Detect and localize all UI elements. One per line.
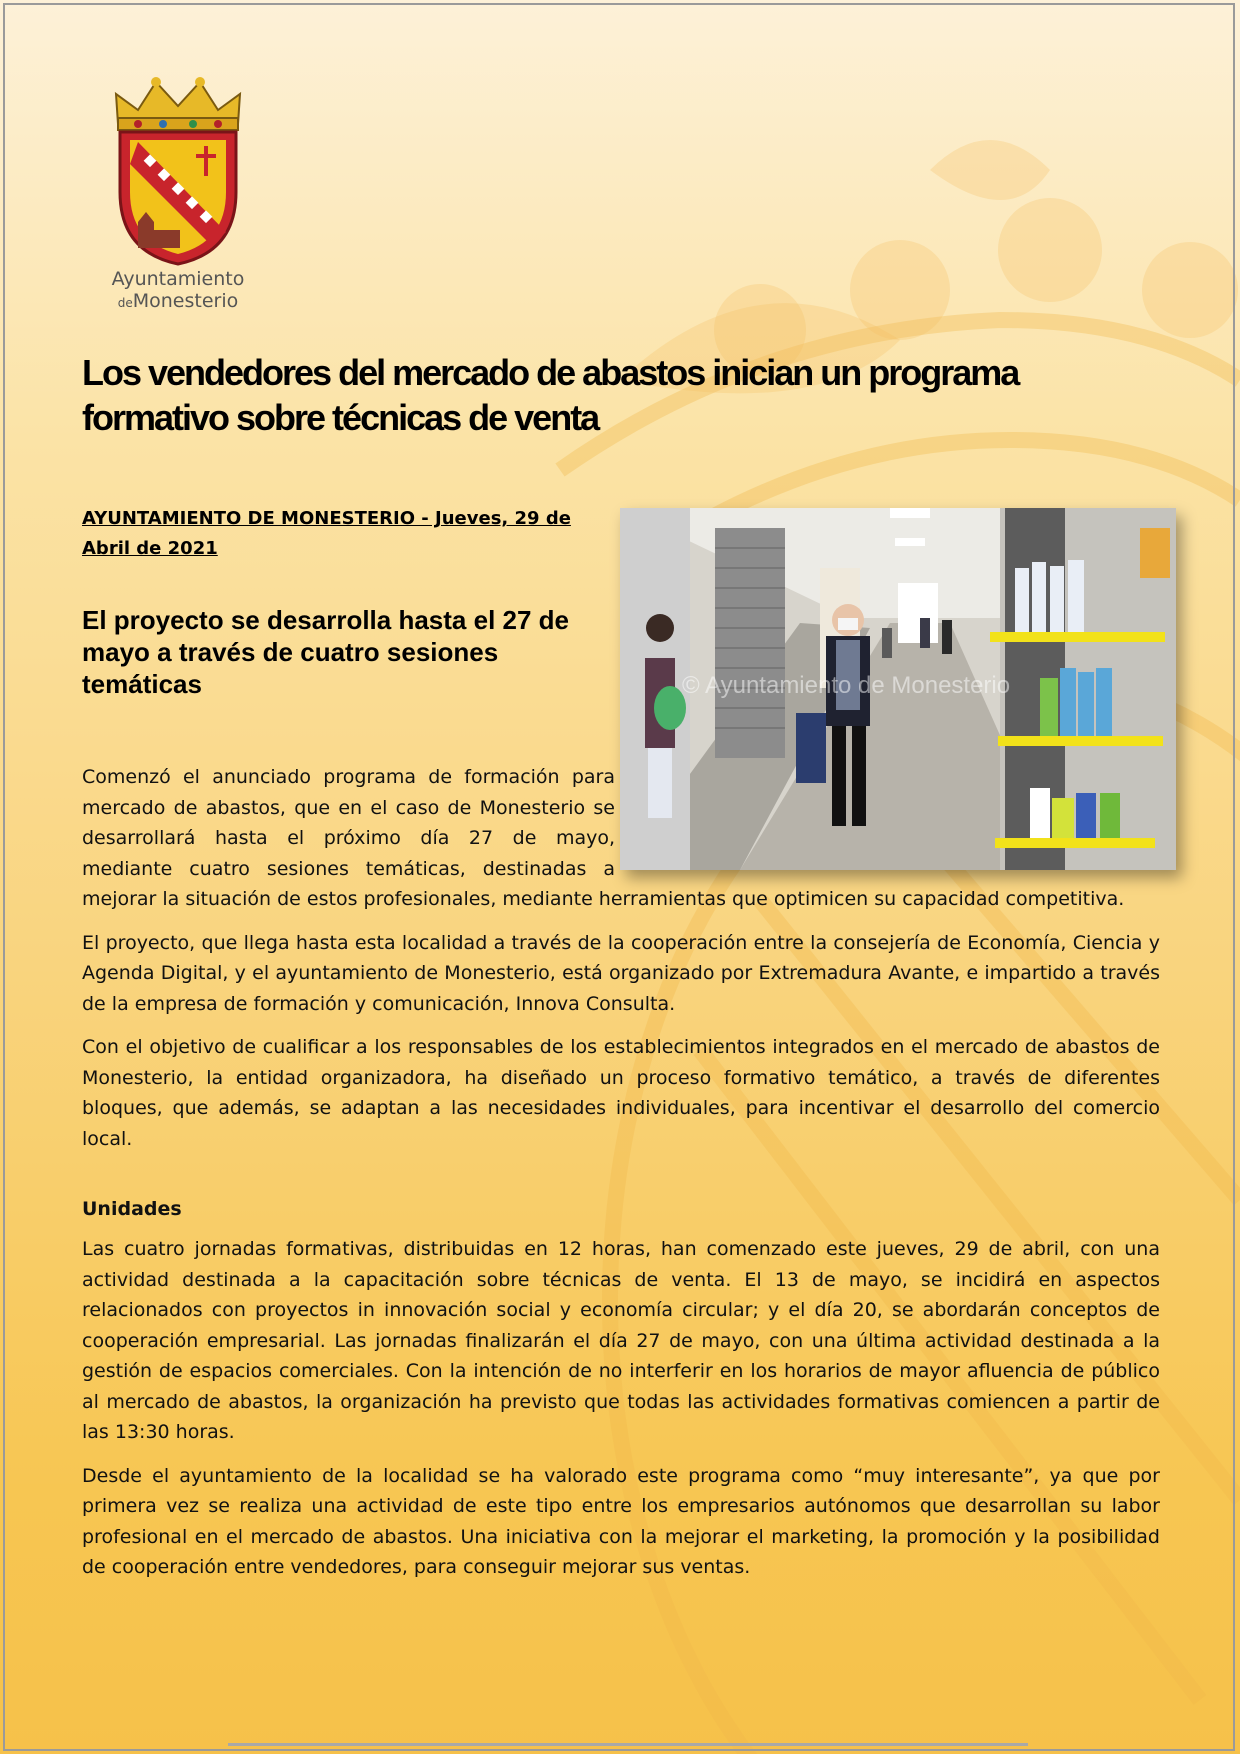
section-paragraph-2: Desde el ayuntamiento de la localidad se ha valorado este programa como “muy interesante”, ya que por primera vez se realiza una actividad de este tipo entre los empresarios autónomos que desarrollan su labor profesional en el mercado de abastos. Una iniciativa con la mejorar el marketing, la promoción y la posibilidad de cooperación entre vendedores, para conseguir mejorar sus ventas. bbox=[82, 1464, 1160, 1578]
coat-of-arms-icon bbox=[108, 72, 248, 268]
photo-spacer bbox=[615, 762, 1160, 870]
paragraph-2: El proyecto, que llega hasta esta localidad a través de la cooperación entre la consejería de Economía, Ciencia y Agenda Digital, y el ayuntamiento de Monesterio, está organizado por Extremadura Avante, e impartido a través de la empresa de formación y comunicación, Innova Consulta. bbox=[82, 931, 1160, 1015]
article-dateline: AYUNTAMIENTO DE MONESTERIO - Jueves, 29 de Abril de 2021 bbox=[82, 508, 571, 559]
paragraph-3: Con el objetivo de cualificar a los responsables de los establecimientos integrados en el mercado de abastos de Monesterio, la entidad organizadora, ha diseñado un proceso formativo temático, a través de diferentes bloques, que además, se adaptan a las necesidades individuales, para incentivar el desarrollo del comercio local. bbox=[82, 1036, 1160, 1150]
paragraph-1: Comenzó el anunciado programa de formación para mercado de abastos, que en el caso de Monesterio se desarrollará hasta el próximo día 27 de mayo, mediante cuatro sesiones temáticas, destinadas a mejorar la situación de estos profesionales, mediante herramientas que optimicen su capacidad competitiva. bbox=[82, 766, 1125, 910]
logo-line-2 bbox=[108, 290, 248, 314]
article-title: Los vendedores del mercado de abastos inician un programa formativo sobre técnicas de venta bbox=[82, 352, 1019, 438]
logo-caption bbox=[108, 268, 248, 314]
section-heading-unidades: Unidades bbox=[82, 1198, 182, 1220]
photo-watermark: © Ayuntamiento de Monesterio bbox=[682, 672, 1011, 699]
article-body bbox=[82, 762, 1160, 1596]
footer-rule bbox=[228, 1743, 1028, 1746]
logo-line-2-prefix: de bbox=[117, 296, 133, 310]
municipal-logo bbox=[108, 72, 248, 317]
logo-line-1: Ayuntamiento bbox=[111, 268, 245, 290]
section-paragraph-1: Las cuatro jornadas formativas, distribuidas en 12 horas, han comenzado este jueves, 29 de abril, con una actividad destinada a la capacitación sobre técnicas de venta. El 13 de mayo, se incidirá en aspectos relacionados con proyectos in innovación social y economía circular; y el día 20, se abordarán conceptos de cooperación empresarial. Las jornadas finalizarán el día 27 de mayo, con una última actividad destinada a la gestión de espacios comerciales. Con la intención de no interferir en los horarios de mayor afluencia de público al mercado de abastos, la organización ha previsto que todas las actividades formativas comiencen a partir de las 13:30 horas. bbox=[82, 1238, 1160, 1443]
article-subtitle: El proyecto se desarrolla hasta el 27 de mayo a través de cuatro sesiones temáticas bbox=[82, 605, 570, 699]
logo-line-2-text: Monesterio bbox=[132, 290, 239, 312]
